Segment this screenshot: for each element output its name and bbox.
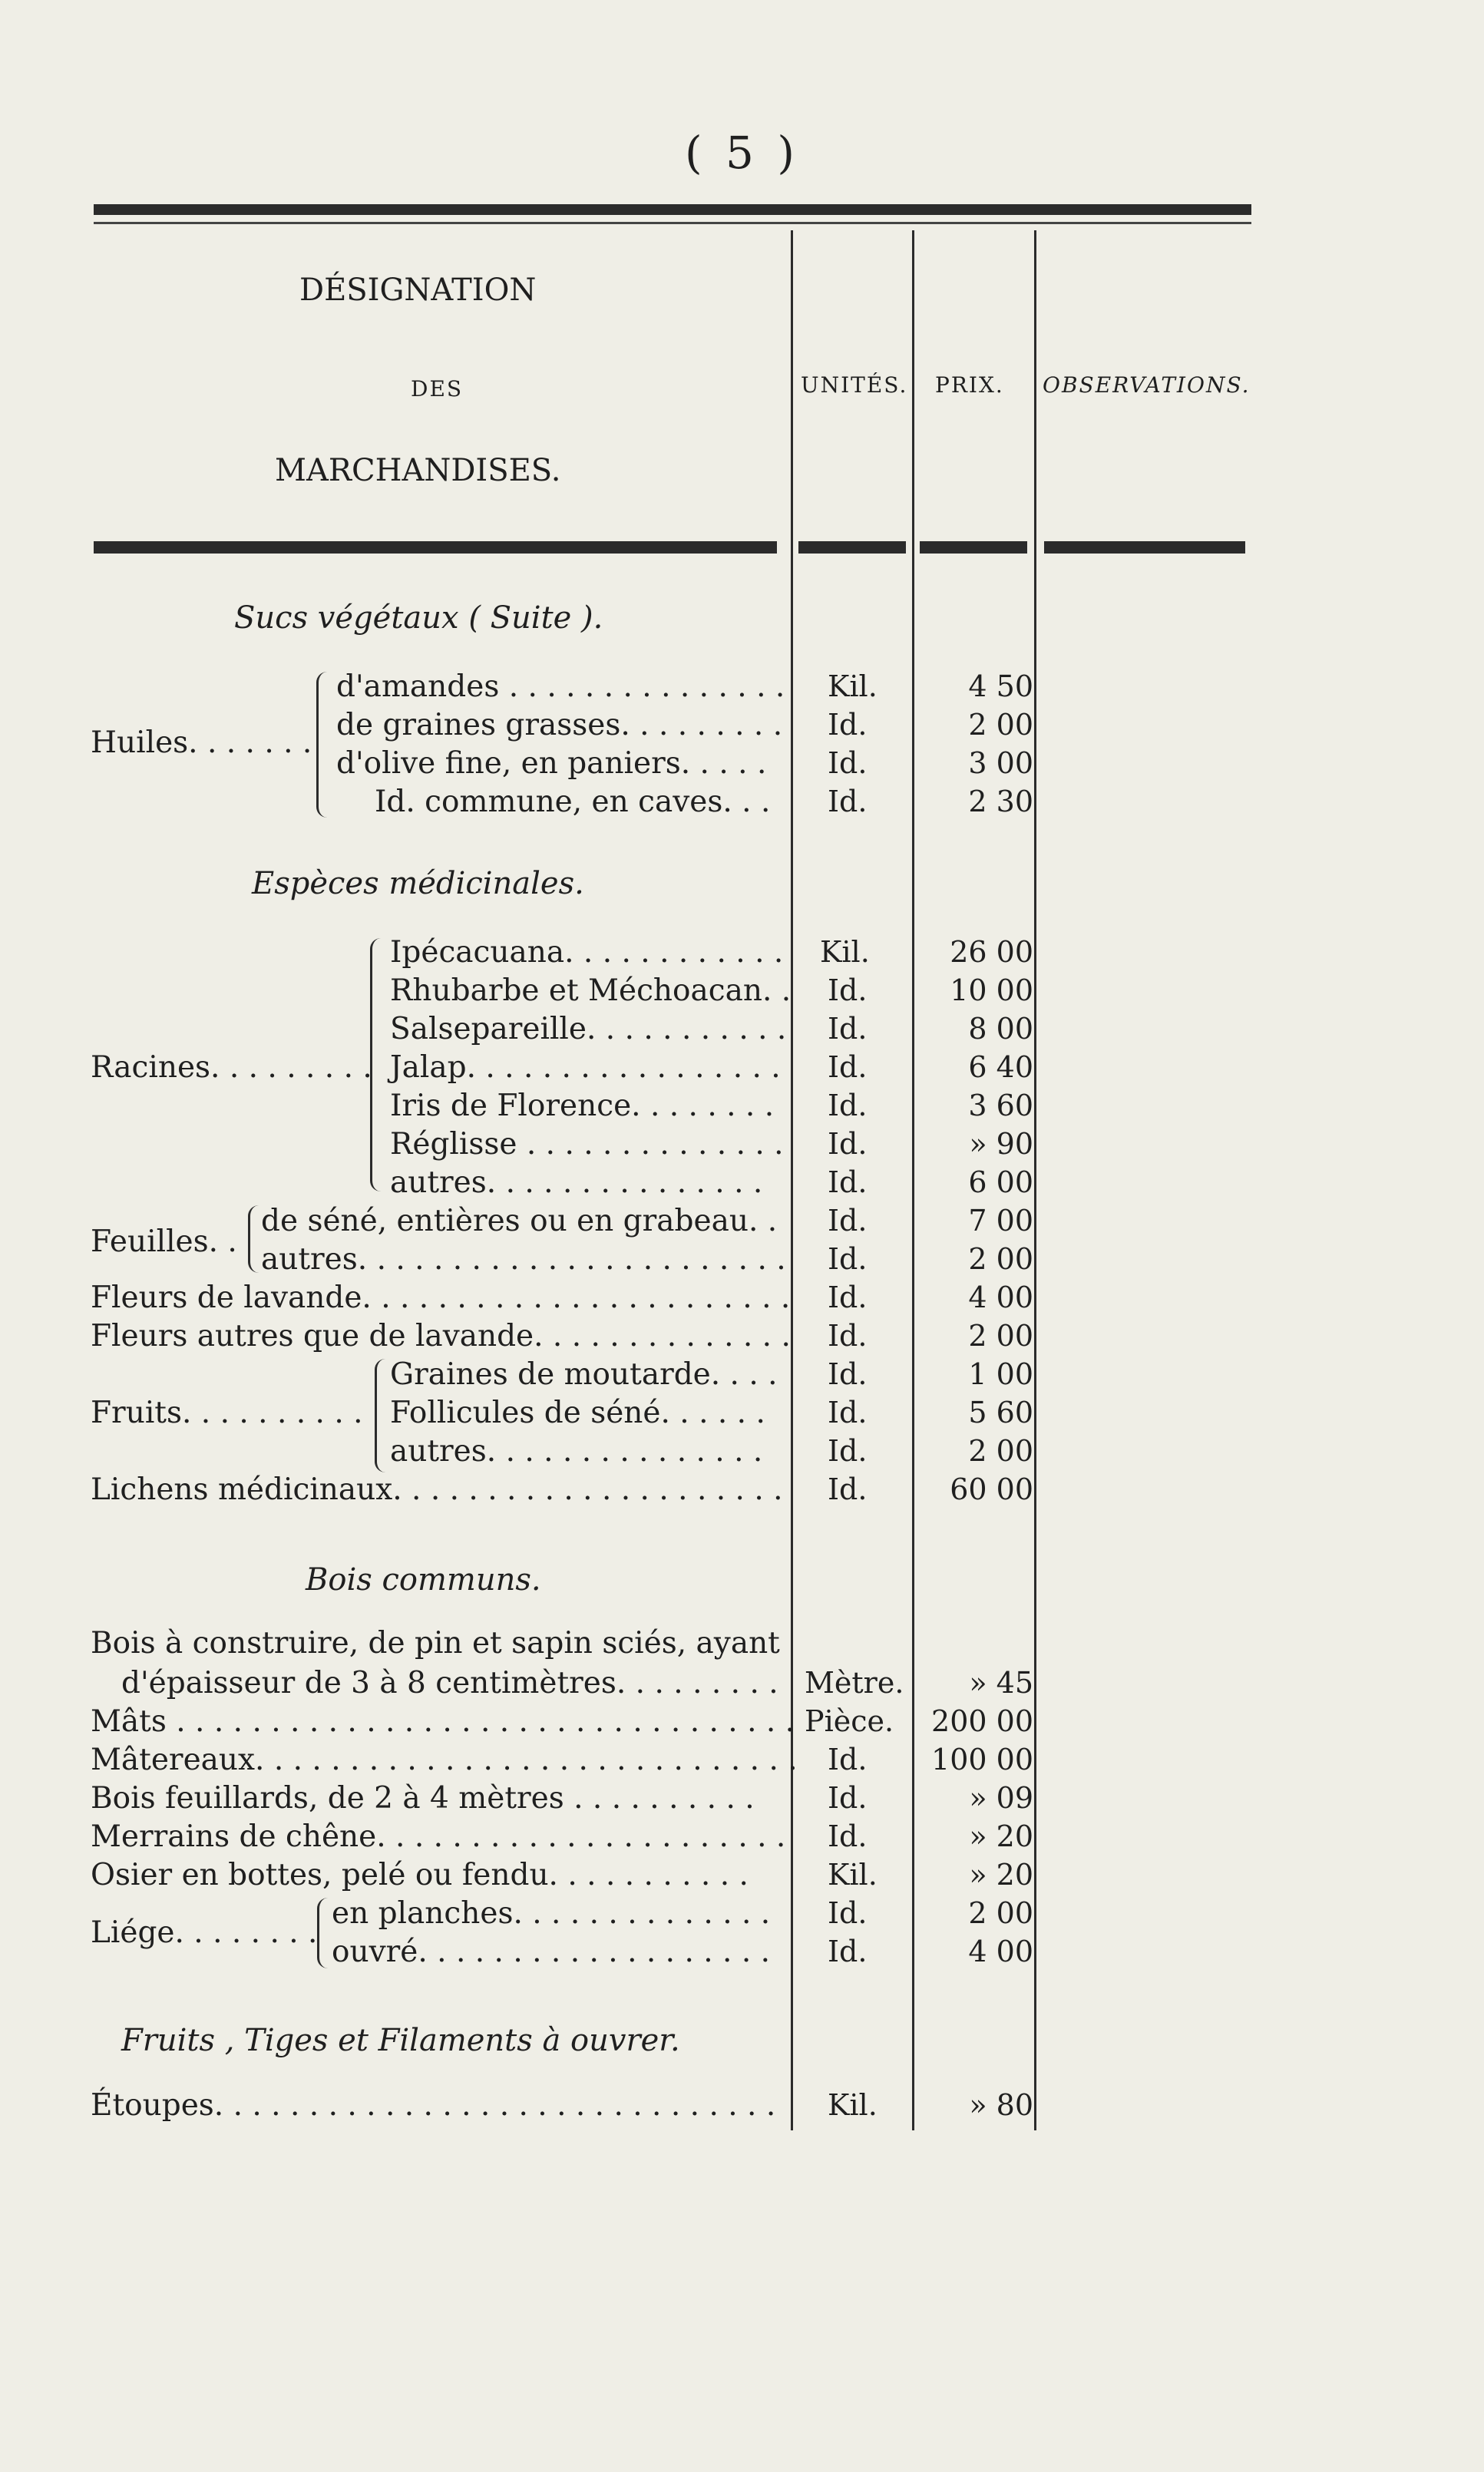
row-label: autres. . . . . . . . . . . . . . . [390,1165,763,1200]
row-price: 2 00 [968,1896,1033,1930]
row-unit: Id. [828,1165,868,1199]
row-unit: Pièce. [805,1704,894,1738]
row-unit: Id. [828,1896,868,1930]
row-unit: Id. [828,1204,868,1238]
row-label: Graines de moutarde. . . . [390,1357,778,1392]
header-observations: OBSERVATIONS. [1043,372,1251,398]
row-unit: Id. [828,1743,868,1776]
row-price: 2 00 [968,1319,1033,1353]
row-label: d'amandes . . . . . . . . . . . . . . . [336,669,785,704]
row-label: Iris de Florence. . . . . . . . [390,1089,775,1123]
header-des: DES [411,376,464,402]
brace-feuilles [248,1205,259,1273]
group-label-racines: Racines. . . . . . . . . [91,1050,372,1085]
header-marchandises: MARCHANDISES. [275,453,561,488]
brace-huiles [316,672,329,818]
row-label: Follicules de séné. . . . . . [390,1396,765,1430]
section-especes-medicinales: Espèces médicinales. [252,866,584,901]
header-rule-obs [1044,541,1245,554]
row-unit: Kil. [820,935,870,969]
header-rule-price [920,541,1027,554]
row-unit: Id. [828,1319,868,1353]
header-units: UNITÉS. [801,372,908,398]
top-rule [94,204,1251,215]
row-price: 8 00 [968,1012,1033,1046]
row-label: Fleurs autres que de lavande. . . . . . . . . . . . . . [91,1319,791,1353]
row-price: 2 00 [968,708,1033,742]
top-rule-thin [94,222,1251,224]
row-unit: Id. [828,1281,868,1314]
row-unit: Id. [828,1434,868,1468]
row-label: d'olive fine, en paniers. . . . . [336,746,767,781]
section-fruits-tiges-filaments: Fruits , Tiges et Filaments à ouvrer. [121,2023,680,2058]
row-price: 4 00 [968,1281,1033,1314]
row-label: en planches. . . . . . . . . . . . . . [332,1896,771,1931]
column-rule-price-left [912,230,914,2130]
row-label: Réglisse . . . . . . . . . . . . . . [390,1127,784,1162]
row-unit: Id. [828,973,868,1007]
row-unit: Id. [828,1127,868,1161]
row-label: Rhubarbe et Méchoacan. . [390,973,792,1008]
row-price: 10 00 [950,973,1033,1007]
row-price: 3 00 [968,746,1033,780]
row-label: de séné, entières ou en grabeau. . [261,1204,778,1238]
row-label: Jalap. . . . . . . . . . . . . . . . . [390,1050,781,1085]
row-label: Merrains de chêne. . . . . . . . . . . . . . . . . . . . . . [91,1819,786,1854]
section-sucs-vegetaux: Sucs végétaux ( Suite ). [234,600,603,636]
row-label: Bois à construire, de pin et sapin sciés, ayant [91,1626,780,1661]
row-unit: Id. [828,1819,868,1853]
row-label: Étoupes. . . . . . . . . . . . . . . . . . . . . . . . . . . . . . [91,2088,776,2123]
group-label-fruits: Fruits. . . . . . . . . . [91,1396,363,1430]
row-price: » 09 [969,1781,1033,1815]
row-unit: Kil. [828,669,878,703]
group-label-liege: Liége. . . . . . . . [91,1915,318,1950]
row-label: autres. . . . . . . . . . . . . . . [390,1434,763,1469]
row-unit: Id. [828,1050,868,1084]
row-unit: Id. [828,785,868,818]
header-designation: DÉSIGNATION [299,273,537,308]
section-bois-communs: Bois communs. [306,1562,541,1598]
row-unit: Kil. [828,2088,878,2122]
row-unit: Id. [828,1357,868,1391]
row-price: 6 00 [968,1165,1033,1199]
brace-fruits [375,1359,386,1472]
row-unit: Mètre. [805,1666,904,1700]
row-label: Id. commune, en caves. . . [375,785,771,819]
row-unit: Id. [828,746,868,780]
row-price: 3 60 [968,1089,1033,1122]
row-price: 60 00 [950,1472,1033,1506]
row-price: 100 00 [931,1743,1033,1776]
row-unit: Id. [828,1781,868,1815]
row-unit: Id. [828,1242,868,1276]
row-label: ouvré. . . . . . . . . . . . . . . . . . . [332,1935,771,1969]
header-price: PRIX. [935,372,1004,398]
brace-liege [317,1898,329,1968]
row-label: Osier en bottes, pelé ou fendu. . . . . . . . . . . [91,1858,749,1892]
row-label: Fleurs de lavande. . . . . . . . . . . . . . . . . . . . . . . [91,1281,791,1315]
row-price: » 90 [969,1127,1033,1161]
row-unit: Id. [828,708,868,742]
row-price: 26 00 [950,935,1033,969]
column-rule-units-left [791,230,793,2130]
row-price: 2 30 [968,785,1033,818]
row-label: Ipécacuana. . . . . . . . . . . . [390,935,784,970]
header-rule-designation [94,541,777,554]
row-price: 7 00 [968,1204,1033,1238]
row-unit: Id. [828,1012,868,1046]
row-label: autres. . . . . . . . . . . . . . . . . . . . . . . [261,1242,786,1277]
row-price: 200 00 [931,1704,1033,1738]
row-price: 1 00 [968,1357,1033,1391]
row-unit: Kil. [828,1858,878,1892]
brace-racines [370,938,383,1191]
row-unit: Id. [828,1396,868,1429]
group-label-feuilles: Feuilles. . [91,1224,237,1259]
group-label-huiles: Huiles. . . . . . . [91,725,312,760]
row-label: Lichens médicinaux. . . . . . . . . . . . . . . . . . . . . [91,1472,783,1507]
row-price: 4 00 [968,1935,1033,1968]
row-label: Salsepareille. . . . . . . . . . . [390,1012,787,1046]
page-number: ( 5 ) [684,127,800,179]
row-label: d'épaisseur de 3 à 8 centimètres. . . . . . . . . [121,1666,778,1700]
row-label: Bois feuillards, de 2 à 4 mètres . . . . . . . . . . [91,1781,755,1816]
row-label: de graines grasses. . . . . . . . . [336,708,783,742]
row-price: » 80 [969,2088,1033,2122]
row-unit: Id. [828,1472,868,1506]
row-price: 2 00 [968,1242,1033,1276]
row-price: » 45 [969,1666,1033,1700]
row-price: » 20 [969,1819,1033,1853]
row-unit: Id. [828,1089,868,1122]
row-unit: Id. [828,1935,868,1968]
row-price: 5 60 [968,1396,1033,1429]
row-price: 6 40 [968,1050,1033,1084]
column-rule-obs-left [1034,230,1036,2130]
row-label: Mâtereaux. . . . . . . . . . . . . . . . . . . . . . . . . . . . . [91,1743,798,1777]
header-rule-units [798,541,906,554]
row-price: 4 50 [968,669,1033,703]
row-price: » 20 [969,1858,1033,1892]
row-label: Mâts . . . . . . . . . . . . . . . . . . . . . . . . . . . . . . . . . [91,1704,795,1739]
row-price: 2 00 [968,1434,1033,1468]
